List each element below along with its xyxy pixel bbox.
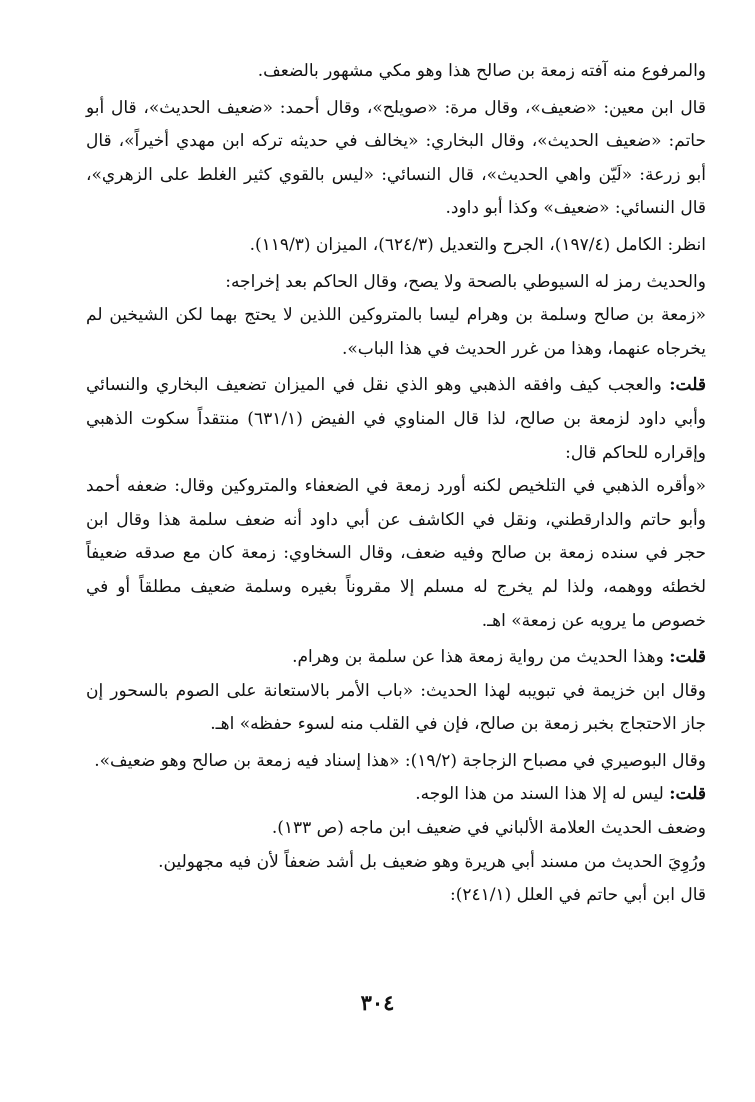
paragraph-text: وقال البوصيري في مصباح الزجاجة (١٩/٢): «هذا إسناد فيه زمعة بن صالح وهو ضعيف». — [94, 750, 706, 771]
paragraph-text: ورُوِيَ الحديث من مسند أبي هريرة وهو ضعيف بل أشد ضعفاً لأن فيه مجهولين. — [158, 851, 706, 872]
paragraph-label: قلت: — [669, 784, 706, 805]
paragraph-label: قلت: — [669, 375, 706, 396]
paragraph-text: والحديث رمز له السيوطي بالصحة ولا يصح، وقال الحاكم بعد إخراجه: — [225, 271, 706, 292]
paragraph — [86, 92, 706, 226]
paragraph-text: انظر: الكامل (١٩٧/٤)، الجرح والتعديل (٦٢٤/٣)، الميزان (١١٩/٣). — [249, 234, 706, 255]
paragraph-label: قلت: — [669, 647, 706, 668]
paragraph — [86, 266, 706, 300]
page-body — [86, 55, 706, 913]
paragraph — [86, 879, 706, 913]
paragraph — [86, 641, 706, 675]
paragraph — [86, 229, 706, 263]
paragraph — [86, 369, 706, 470]
paragraph — [86, 812, 706, 846]
paragraph — [86, 846, 706, 880]
paragraph-text: ليس له إلا هذا السند من هذا الوجه. — [415, 784, 670, 805]
paragraph-text: وقال ابن خزيمة في تبويبه لهذا الحديث: «باب الأمر بالاستعانة على الصوم بالسحور إن جاز الاحتجاج بخبر زمعة بن صالح، فإن في القلب منه لسوء حفظه» اهـ. — [86, 680, 706, 735]
paragraph — [86, 55, 706, 89]
paragraph-text: «زمعة بن صالح وسلمة بن وهرام ليسا بالمتروكين اللذين لا يحتج بهما لكن الشيخين لم يخرجاه عنهما، وهذا من غرر الحديث في هذا الباب». — [86, 305, 706, 359]
paragraph-text: قال ابن معين: «ضعيف»، وقال مرة: «صويلح»، وقال أحمد: «ضعيف الحديث»، قال أبو حاتم: «ضعيف الحديث»، وقال البخاري: «يخالف في حديثه تركه ابن مهدي أخيراً»، قال أبو زرعة: «لَيّن واهي الحديث»، قال النسائي: «ليس بالقوي كثير الغلط على الزهري»، قال النسائي: «ضعيف» وكذا أبو داود. — [86, 97, 706, 219]
paragraph-text: وضعف الحديث العلامة الألباني في ضعيف ابن ماجه (ص ١٣٣). — [271, 818, 706, 839]
paragraph-text: وهذا الحديث من رواية زمعة هذا عن سلمة بن وهرام. — [292, 647, 670, 668]
paragraph-text: قال ابن أبي حاتم في العلل (٢٤١/١): — [449, 885, 706, 906]
page-number: ٣٠٤ — [360, 990, 395, 1015]
paragraph — [86, 470, 706, 638]
paragraph — [86, 745, 706, 779]
paragraph-text: والمرفوع منه آفته زمعة بن صالح هذا وهو مكي مشهور بالضعف. — [257, 61, 706, 81]
paragraph — [86, 778, 706, 812]
paragraph — [86, 675, 706, 742]
paragraph — [86, 299, 706, 366]
paragraph-text: والعجب كيف وافقه الذهبي وهو الذي نقل في الميزان تضعيف البخاري والنسائي وأبي داود لزمعة بن صالح، لذا قال المناوي في الفيض (٦٣١/١) منتقداً سكوت الذهبي وإقراره للحاكم قال: — [86, 375, 707, 463]
paragraph-text: «وأقره الذهبي في التلخيص لكنه أورد زمعة في الضعفاء والمتروكين وقال: ضعفه أحمد وأبو حاتم والدارقطني، ونقل في الكاشف عن أبي داود أنه ضعف سلمة هذا وقال ابن حجر في سنده زمعة بن صالح وفيه ضعف، وقال السخاوي: زمعة كان مع صدقه ضعيفاً لخطئه ووهمه، ولذا لم يخرج له مسلم إلا مقروناً بغيره وسلمة ضعيف مطلقاً أو في خصوص ما يرويه عن زمعة» اهـ. — [86, 476, 706, 631]
